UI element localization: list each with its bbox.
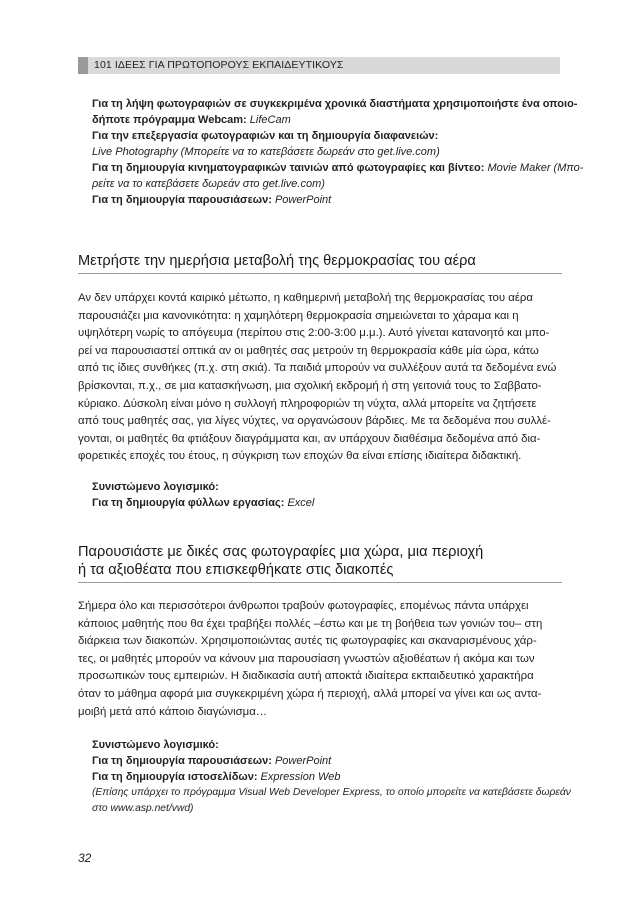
page-number: 32 [78,851,92,865]
section-body-photos: Σήμερα όλο και περισσότεροι άνθρωποι τραβούν φωτογραφίες, επομένως πάντα υπάρχει κάποιος μαθητής που θα έχει τραβήξει πολλές –έστω και με τη βοήθεια των γονιών του– στη διάρκεια των διακοπών. Χρησιμοποιώντας αυτές τις φωτογραφίες και σκαναρισμένους χάρ- τες, οι μαθητές μπορούν να κάνουν μια παρουσίαση γνωστών αξιοθέατων ή ακόμα και των προσωπικών τους εμπειριών. Η διαδικασία αυτή αποκτά ιδιαίτερα εκπαιδευτικό χαρακτήρα όταν το μάθημα αφορά μια συγκεκριμένη χώρα ή περιοχή, αλλά μπορεί να γίνει και ως αντα- μοιβή μετά από κάποιο διαγώνισμα… [78,600,543,718]
list-item: ρείτε να το κατεβάσετε δωρεάν στο get.live.com) [92,178,325,190]
software-note: (Επίσης υπάρχει το πρόγραμμα Visual Web Developer Express, το οποίο μπορείτε να κατεβάσετε δωρεάν [92,787,571,798]
list-item: Για τη δημιουργία φύλλων εργασίας: Excel [92,497,315,509]
list-item: Για τη δημιουργία κινηματογραφικών ταινιών από φωτογραφίες και βίντεο: Movie Maker (Μπο- [92,162,584,174]
software-note: στο www.asp.net/vwd) [92,803,194,814]
list-item: Για τη δημιουργία ιστοσελίδων: Expression Web [92,771,341,783]
list-item: Για τη λήψη φωτογραφιών σε συγκεκριμένα χρονικά διαστήματα χρησιμοποιήστε ένα οποιο- [92,98,578,110]
section-heading-temperature: Μετρήστε την ημερήσια μεταβολή της θερμοκρασίας του αέρα [78,252,562,274]
list-item: Για την επεξεργασία φωτογραφιών και τη δημιουργία διαφανειών: [92,130,439,142]
intro-software-list [92,96,584,208]
list-item: Για τη δημιουργία παρουσιάσεων: PowerPoint [92,755,332,767]
section-heading-photos: Παρουσιάστε με δικές σας φωτογραφίες μια χώρα, μια περιοχή ή τα αξιοθέατα που επισκεφθήκατε στις διακοπές [78,543,562,583]
section-body-temperature: Αν δεν υπάρχει κοντά καιρικό μέτωπο, η καθημερινή μεταβολή της θερμοκρασίας του αέρα παρουσιάζει μια κανονικότητα: η χαμηλότερη θερμοκρασία σημειώνεται το χάραμα και η υψηλότερη νωρίς το απόγευμα (περίπου στις 2:00-3:00 μ.μ.). Αυτό γίνεται κατανοητό και μπο- ρεί να παρουσιαστεί οπτικά αν οι μαθητές σας μετρούν τη θερμοκρασία κάθε μία ώρα, κάτω από τις ίδιες συνθήκες (π.χ. στη σκιά). Τα παιδιά μπορούν να συλλέξουν αυτά τα δεδομένα ενώ βρίσκονται, π.χ., σε μια κατασκήνωση, μια σχολική εκδρομή ή στη γειτονιά τους το Σαββατο- κύριακο. Δύσκολη είναι μόνο η συλλογή πληροφοριών τη νύχτα, αλλά μπορείτε να ζητήσετε από τους μαθητές σας, για λίγες νύχτες, να οργανώσουν βάρδιες. Με τα δεδομένα που συλλέ- γονται, οι μαθητές θα φτιάξουν διαγράμματα και, αν υπάρχουν διαθέσιμα δεδομένα από δια- φορετικές εποχές του έτους, η σύγκριση των εποχών θα είναι επίσης ιδιαίτερα διδακτική. [78,292,557,463]
running-header [78,57,560,74]
list-item: Για τη δημιουργία παρουσιάσεων: PowerPoint [92,194,332,206]
header-marker [78,57,88,74]
running-header-title: 101 ΙΔΕΕΣ ΓΙΑ ΠΡΩΤΟΠΟΡΟΥΣ ΕΚΠΑΙΔΕΥΤΙΚΟΥΣ [94,59,344,71]
recommended-software-photos: Συνιστώμενο λογισμικό: Για τη δημιουργία παρουσιάσεων: PowerPoint Για τη δημιουργία ιστοσελίδων: Expression Web (Επίσης υπάρχει το πρόγραμμα Visual Web Developer Express, το οποίο μπορείτε να κατεβάσετε δωρεάν στο www.asp.net/vwd) [92,737,562,817]
list-item: δήποτε πρόγραμμα Webcam: LifeCam [92,114,291,126]
recommended-software-temperature: Συνιστώμενο λογισμικό: Για τη δημιουργία φύλλων εργασίας: Excel [92,479,562,511]
list-item: Live Photography (Μπορείτε να το κατεβάσετε δωρεάν στο get.live.com) [92,146,440,158]
